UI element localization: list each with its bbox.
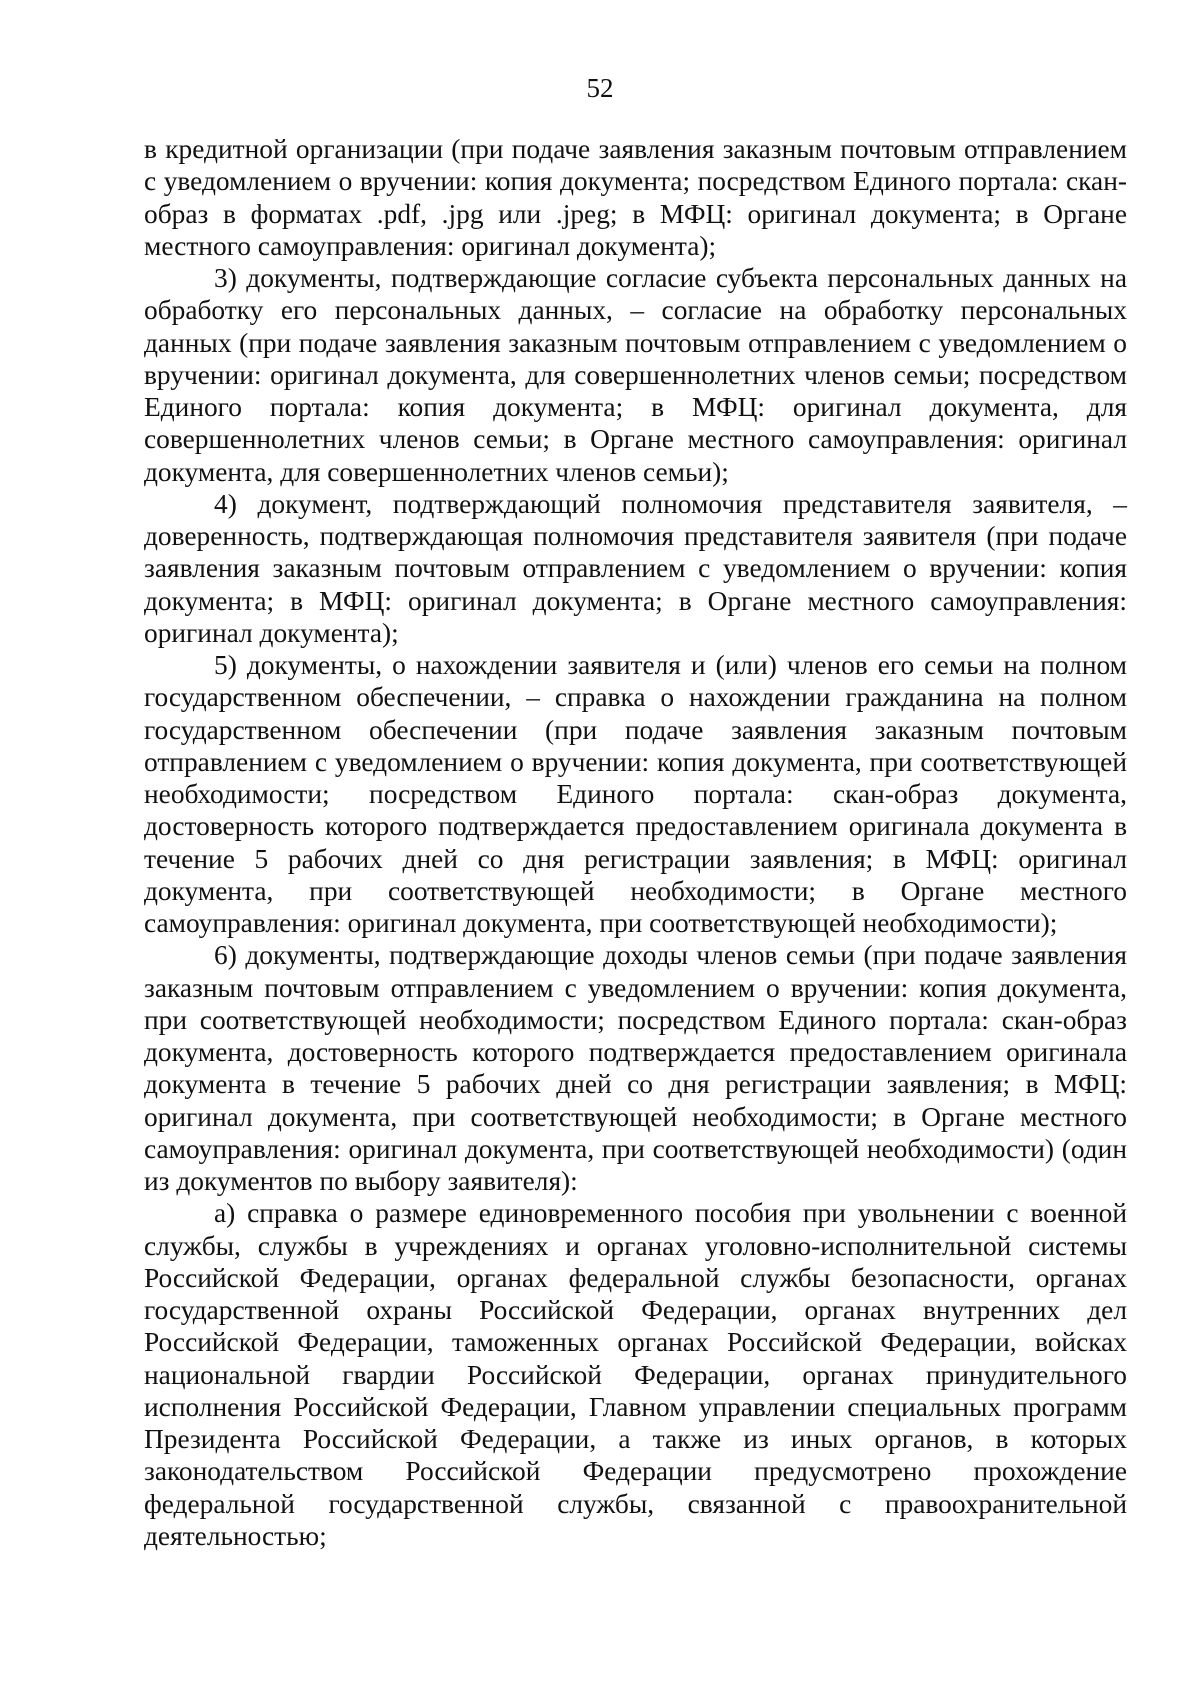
paragraph-continuation: в кредитной организации (при подаче заявления заказным почтовым отправлением с уведомлением о вручении: копия документа; посредством Единого портала: скан-образ в форматах .pdf, .jpg или .jpeg; в МФЦ: оригинал документа; в Органе местного самоуправления: оригинал документа); [144, 134, 1127, 261]
document-body [144, 133, 1127, 1552]
paragraph-subitem-a: а) справка о размере единовременного пособия при увольнении с военной службы, службы в учреждениях и органах уголовно-исполнительной системы Российской Федерации, органах федеральной службы безопасности, органах государственной охраны Российской Федерации, органах внутренних дел Российской Федерации, таможенных органах Российской Федерации, войсках национальной гвардии Российской Федерации, органах принудительного исполнения Российской Федерации, Главном управлении специальных программ Президента Российской Федерации, а также из иных органов, в которых законодательством Российской Федерации предусмотрено прохождение федеральной государственной службы, связанной с правоохранительной деятельностью; [144, 1198, 1127, 1551]
page-number: 52 [586, 73, 614, 103]
paragraph-item-3: 3) документы, подтверждающие согласие субъекта персональных данных на обработку его персональных данных, – согласие на обработку персональных данных (при подаче заявления заказным почтовым отправлением с уведомлением о вручении: оригинал документа, для совершеннолетних членов семьи; посредством Единого портала: копия документа; в МФЦ: оригинал документа, для совершеннолетних членов семьи; в Органе местного самоуправления: оригинал документа, для совершеннолетних членов семьи); [144, 263, 1127, 487]
paragraph-item-4: 4) документ, подтверждающий полномочия представителя заявителя, – доверенность, подтверждающая полномочия представителя заявителя (при подаче заявления заказным почтовым отправлением с уведомлением о вручении: копия документа; в МФЦ: оригинал документа; в Органе местного самоуправления: оригинал документа); [144, 488, 1127, 648]
paragraph-item-5: 5) документы, о нахождении заявителя и (или) членов его семьи на полном государственном обеспечении, – справка о нахождении гражданина на полном государственном обеспечении (при подаче заявления заказным почтовым отправлением с уведомлением о вручении: копия документа, при соответствующей необходимости; посредством Единого портала: скан-образ документа, достоверность которого подтверждается предоставлением оригинала документа в течение 5 рабочих дней со дня регистрации заявления; в МФЦ: оригинал документа, при соответствующей необходимости; в Органе местного самоуправления: оригинал документа, при соответствующей необходимости); [144, 650, 1127, 938]
paragraph-item-6: 6) документы, подтверждающие доходы членов семьи (при подаче заявления заказным почтовым отправлением с уведомлением о вручении: копия документа, при соответствующей необходимости; посредством Единого портала: скан-образ документа, достоверность которого подтверждается предоставлением оригинала документа в течение 5 рабочих дней со дня регистрации заявления; в МФЦ: оригинал документа, при соответствующей необходимости; в Органе местного самоуправления: оригинал документа, при соответствующей необходимости) (один из документов по выбору заявителя): [144, 940, 1127, 1196]
